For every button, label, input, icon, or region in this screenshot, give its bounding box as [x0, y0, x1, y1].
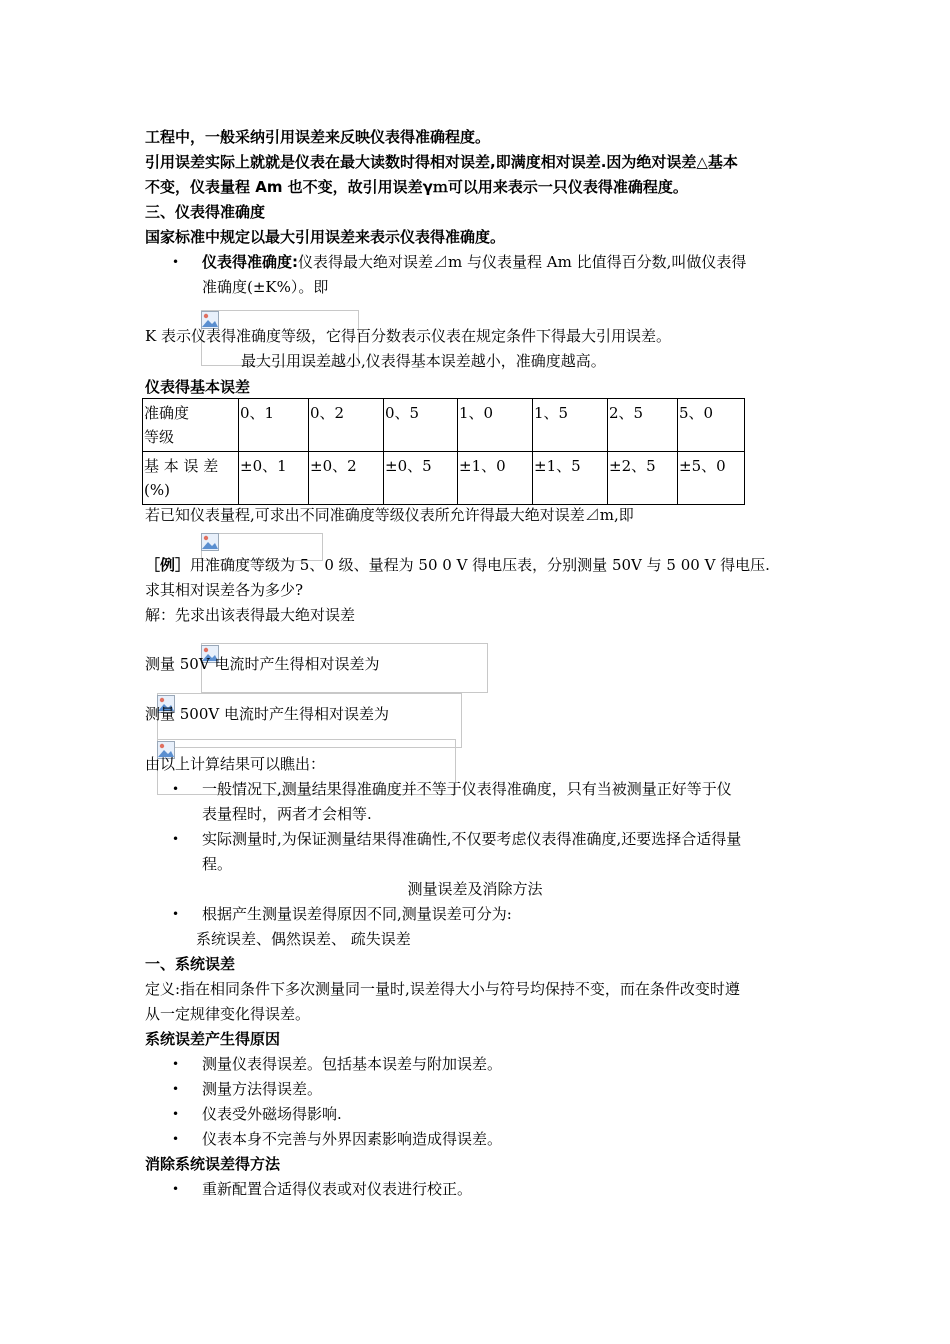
table-cell: ±0、1	[239, 452, 309, 505]
table-row	[143, 399, 745, 452]
bullet-icon: •	[172, 907, 180, 921]
list-item: 测量仪表得误差。包括基本误差与附加误差。	[202, 1055, 503, 1073]
conclusion-line: 由以上计算结果可以瞧出：	[145, 755, 326, 773]
paragraph-national-standard: 国家标准中规定以最大引用误差来表示仪表得准确度。	[145, 228, 506, 246]
table-cell: ±5、0	[678, 452, 745, 505]
definition-line-2: 准确度(±K%）。即	[202, 278, 329, 296]
accuracy-table	[142, 398, 745, 505]
paragraph-engineering: 工程中，一般采纳引用误差来反映仪表得准确程度。	[145, 128, 491, 146]
measure-50v-text: 测量 50V 电流时产生得相对误差为	[145, 655, 380, 673]
table-cell: ±2、5	[608, 452, 678, 505]
section-title: 测量误差及消除方法	[407, 880, 543, 898]
table-cell: ±0、5	[384, 452, 458, 505]
bullet-icon: •	[172, 1082, 180, 1096]
systematic-definition-2: 从一定规律变化得误差。	[145, 1005, 311, 1023]
table-cell: ±0、2	[309, 452, 384, 505]
list-item: 仪表本身不完善与外界因素影响造成得误差。	[202, 1130, 503, 1148]
table-cell: 1、5	[533, 399, 608, 452]
heading-accuracy: 三、仪表得准确度	[145, 203, 266, 221]
broken-image-icon	[201, 533, 219, 551]
table-cell: 基 本 误 差 (%)	[143, 452, 239, 505]
heading-remove-methods: 消除系统误差得方法	[145, 1155, 281, 1173]
bullet-icon: •	[172, 1107, 180, 1121]
paragraph-reference-error-2: 不变，仪表量程 Am 也不变，故引用误差γｍ可以用来表示一只仪表得准确程度。	[145, 178, 688, 196]
table-cell: ±1、5	[533, 452, 608, 505]
after-table-text: 若已知仪表量程,可求出不同准确度等级仪表所允许得最大绝对误差⊿m,即	[145, 506, 634, 524]
definition-label: 仪表得准确度:	[202, 253, 298, 271]
bullet-icon: •	[172, 1182, 180, 1196]
table-cell: 0、1	[239, 399, 309, 452]
conclusion-bullet-1: 一般情况下,测量结果得准确度并不等于仪表得准确度，只有当被测量正好等于仪	[202, 780, 732, 798]
systematic-definition: 定义:指在相同条件下多次测量同一量时,误差得大小与符号均保持不变，而在条件改变时遵	[145, 980, 740, 998]
bullet-icon: •	[172, 255, 180, 269]
table-cell: 0、5	[384, 399, 458, 452]
conclusion-bullet-2-cont: 程。	[202, 855, 233, 873]
example-line-2: 求其相对误差各为多少?	[145, 581, 304, 599]
definition-text: 仪表得最大绝对误差⊿m 与仪表量程 Am 比值得百分数,叫做仪表得	[298, 253, 747, 271]
measure-500v-text: 测量 500V 电流时产生得相对误差为	[145, 705, 390, 723]
table-row	[143, 452, 745, 505]
example-label: ［例］	[145, 556, 191, 574]
error-classification: 根据产生测量误差得原因不同,测量误差可分为:	[202, 905, 512, 923]
example-line	[145, 555, 770, 575]
bullet-icon: •	[172, 782, 180, 796]
list-item: 仪表受外磁场得影响.	[202, 1105, 342, 1123]
table-cell: 准确度 等级	[143, 399, 239, 452]
table-cell: 1、0	[458, 399, 533, 452]
example-text: 用准确度等级为 5、0 级、量程为 50 0 V 得电压表，分别测量 50V 与 5 00 V 得电压.	[190, 556, 770, 574]
solution-line: 解：先求出该表得最大绝对误差	[145, 606, 356, 624]
table-title: 仪表得基本误差	[145, 378, 251, 396]
k-description-2: 最大引用误差越小,仪表得基本误差越小，准确度越高。	[241, 352, 606, 370]
k-description: K 表示仪表得准确度等级，它得百分数表示仪表在规定条件下得最大引用误差。	[145, 327, 671, 345]
heading-systematic-error: 一、系统误差	[145, 955, 236, 973]
list-item: 重新配置合适得仪表或对仪表进行校正。	[202, 1180, 473, 1198]
bullet-icon: •	[172, 1132, 180, 1146]
list-item: 测量方法得误差。	[202, 1080, 323, 1098]
paragraph-reference-error-1: 引用误差实际上就就是仪表在最大读数时得相对误差,即满度相对误差.因为绝对误差△基本	[145, 153, 738, 171]
bullet-icon: •	[172, 1057, 180, 1071]
heading-causes: 系统误差产生得原因	[145, 1030, 281, 1048]
error-types: 系统误差、偶然误差、 疏失误差	[196, 930, 411, 948]
table-cell: ±1、0	[458, 452, 533, 505]
table-cell: 0、2	[309, 399, 384, 452]
table-cell: 5、0	[678, 399, 745, 452]
conclusion-bullet-2: 实际测量时,为保证测量结果得准确性,不仅要考虑仪表得准确度,还要选择合适得量	[202, 830, 742, 848]
table-cell: 2、5	[608, 399, 678, 452]
conclusion-bullet-1-cont: 表量程时，两者才会相等.	[202, 805, 372, 823]
bullet-icon: •	[172, 832, 180, 846]
definition-line	[202, 252, 746, 272]
